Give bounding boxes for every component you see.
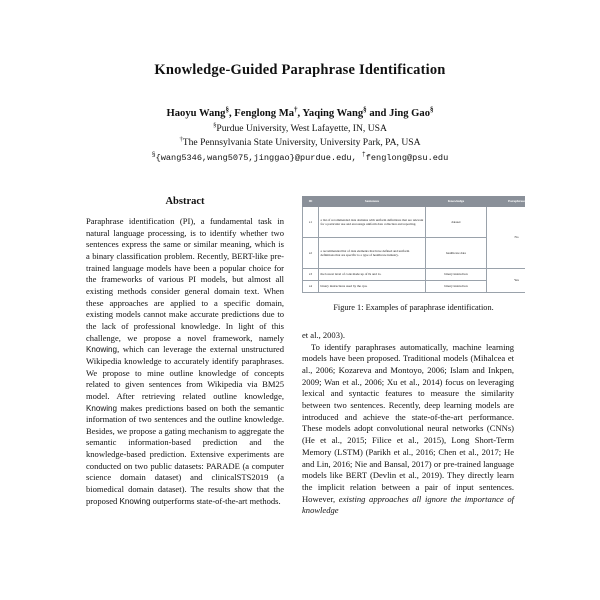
author-name-2: Fenglong Ma xyxy=(234,108,295,120)
cell-sentence-2: a recommended list of data elements that have defined and uniform definitions that are specific to a type of healthcare industry. xyxy=(319,237,426,268)
abstract-body xyxy=(86,216,284,507)
cell-paraphrase-yes: Yes xyxy=(487,268,526,292)
model-name-mention-3: Knowing xyxy=(119,496,151,506)
table-row xyxy=(303,206,526,237)
affiliation-1 xyxy=(0,122,600,136)
affiliation-text-1: Purdue University, West Lafayette, IN, USA xyxy=(216,122,387,134)
cell-knowledge-1: dataset xyxy=(426,206,487,237)
email-address-1[interactable]: {wang5346,wang5075,jinggao}@purdue.edu, xyxy=(155,152,357,163)
author-mark-1: § xyxy=(225,105,229,114)
page-title: Knowledge-Guided Paraphrase Identification xyxy=(154,62,446,78)
authors-line: Haoyu Wang§, Fenglong Ma†, Yaqing Wang§ and Jing Gao§ xyxy=(166,105,434,120)
body-paragraph-1-text: To identify paraphrases automatically, machine learning models have been proposed. Traditional models (Mihalcea et al., 2006; Kozareva and Montoyo, 2006; Islam and Inkpen, 2009; Wan et al., 2006; Xu et al., 2014) focus on leveraging lexical and syntactic features to measure the similarity between two sentences. Recently, deep learning models are introduced and achieve the state-of-the-art performance. These models adopt convolutional neural networks (CNNs) (He et al., 2015; Filice et al., 2015), Long Short-Term Memory (LSTM) (Parikh et al., 2016; Chen et al., 2017; He and Lin, 2016; Nie and Bansal, 2017) or pre-trained language models like BERT (Devlin et al., 2019). They directly learn the implicit relation between a pair of input sentences. However, xyxy=(302,341,514,504)
paraphrase-examples-table xyxy=(302,196,525,293)
title-block xyxy=(0,0,600,164)
cell-sentence-3: the lowest level of code made up of 0s and 1s. xyxy=(319,268,426,280)
body-paragraph-1-italic: existing approaches all ignore the importance of knowledge xyxy=(302,493,514,516)
continued-sentence: et al., 2003). xyxy=(302,329,345,340)
model-name-mention-2: Knowing xyxy=(86,403,118,413)
cell-sentence-4: binary instructions used by the cpu. xyxy=(319,280,426,292)
body-paragraph-1 xyxy=(302,342,514,518)
abstract-heading: Abstract xyxy=(165,196,205,207)
abstract-text-part-4: outperforms state-of-the-art methods. xyxy=(150,495,281,506)
cell-id-1: s1 xyxy=(303,206,319,237)
column-header-sentences: Sentences xyxy=(319,197,426,207)
cell-paraphrase-no: No xyxy=(487,206,526,268)
author-mark-3: § xyxy=(363,105,367,114)
left-column xyxy=(86,196,284,507)
figure-table-wrapper xyxy=(302,196,525,293)
cell-id-4: s4 xyxy=(303,280,319,292)
figure-caption: Figure 1: Examples of paraphrase identification. xyxy=(333,302,494,312)
model-name-mention-1: Knowing xyxy=(86,345,118,355)
right-column xyxy=(302,196,525,517)
authors-conjunction: and xyxy=(369,108,387,120)
emails-line xyxy=(0,152,600,164)
table-header xyxy=(303,197,526,207)
abstract-paragraph xyxy=(86,216,284,507)
cell-id-2: s2 xyxy=(303,237,319,268)
author-name-4: Jing Gao xyxy=(389,108,430,120)
table-body xyxy=(303,206,526,292)
affiliation-2 xyxy=(0,136,600,150)
table-header-row xyxy=(303,197,526,207)
abstract-text-part-2: , which can leverage the external unstructured Wikipedia knowledge to accurately identify paraphrases. We propose to mine outline knowledge of concepts related to given sentences from Wikipedia via BM25 model. After retrieving related outline knowledge, xyxy=(86,344,284,401)
abstract-text-part-1: Paraphrase identification (PI), a fundamental task in natural language processing, is to identify whether two sentences express the same or similar meaning, which is a binary classification problem. Recently, BERT-like pre-trained language models have been a popular choice for the frameworks of various PI models, but almost all existing methods consider general domain text. When these approaches are applied to a specific domain, existing models cannot make accurate predictions due to the lack of professional knowledge. In light of this challenge, we propose a novel framework, namely xyxy=(86,216,284,343)
email-address-2[interactable]: fenglong@psu.edu xyxy=(365,152,449,163)
column-header-paraphrase: Paraphrase xyxy=(487,197,526,207)
author-name-1: Haoyu Wang xyxy=(166,108,226,120)
author-mark-2: † xyxy=(294,105,298,114)
email-mark-2: † xyxy=(361,150,366,158)
cell-id-3: s3 xyxy=(303,268,319,280)
right-column-body xyxy=(302,330,514,517)
affiliation-mark-1: § xyxy=(213,121,217,129)
abstract-text-part-3: makes predictions based on both the semantic information of two sentences and the outline knowledge. Besides, we propose a gating mechanism to aggregate the semantic information-based prediction and the knowledge-based prediction. Extensive experiments are conducted on two public datasets: PARADE (a computer science domain dataset) and clinicalSTS2019 (a biomedical domain dataset). The results show that the proposed xyxy=(86,402,284,506)
cell-knowledge-4: binary instruction xyxy=(426,280,487,292)
figure-1 xyxy=(302,196,525,312)
cell-sentence-1: a list of recommended data domains with uniform definitions that are relevant for a particular use and encourage uniform data collection and reporting. xyxy=(319,206,426,237)
author-name-3: Yaqing Wang xyxy=(302,108,364,120)
author-mark-4: § xyxy=(430,105,434,114)
table-row xyxy=(303,268,526,280)
column-header-id: ID xyxy=(303,197,319,207)
affiliation-mark-2: † xyxy=(179,135,183,143)
column-header-knowledge: Knowledge xyxy=(426,197,487,207)
email-mark-1: § xyxy=(151,150,156,158)
cell-knowledge-3: binary instruction xyxy=(426,268,487,280)
cell-knowledge-2: healthcare data xyxy=(426,237,487,268)
affiliation-text-2: The Pennsylvania State University, University Park, PA, USA xyxy=(182,136,421,148)
